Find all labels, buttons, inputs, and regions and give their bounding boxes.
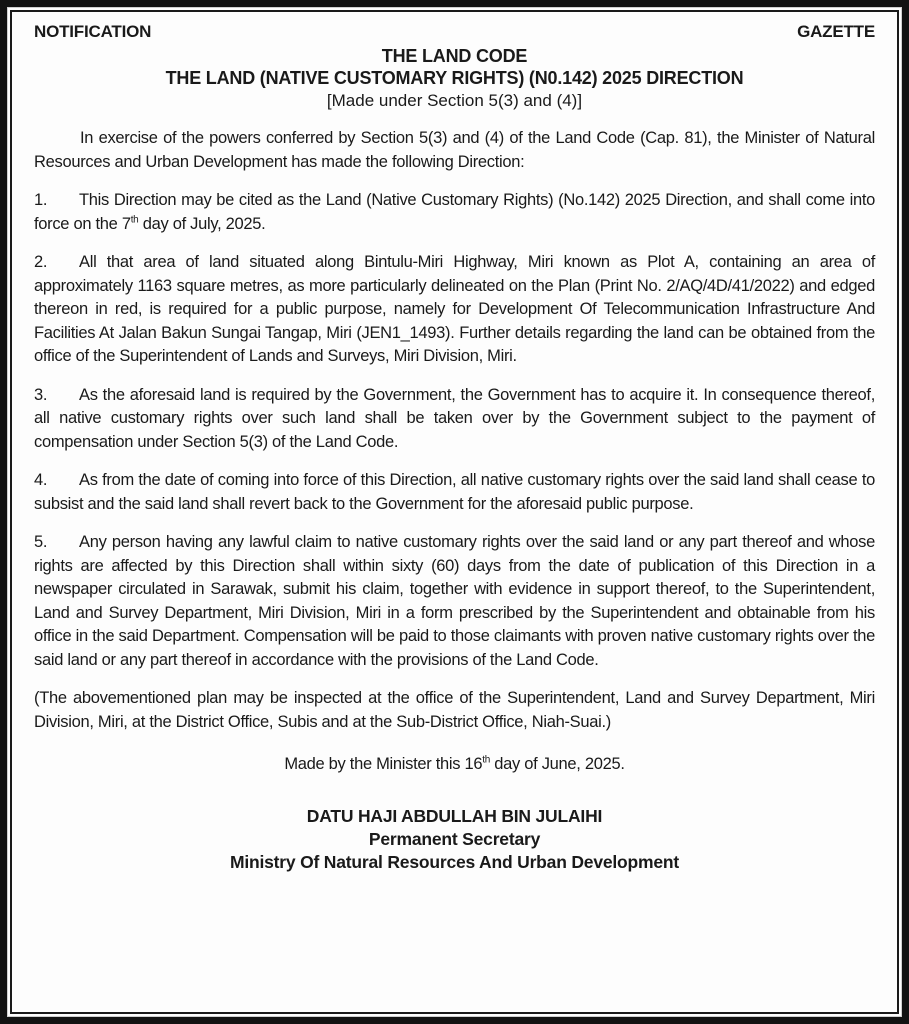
made-by-text: Made by the Minister this 16 xyxy=(284,755,483,773)
made-under-note: [Made under Section 5(3) and (4)] xyxy=(326,91,583,110)
paragraph-1-text-end: day of July, 2025. xyxy=(138,214,266,233)
signatory-title: Permanent Secretary xyxy=(368,828,541,849)
paragraph-2-number: 2. xyxy=(34,253,48,271)
made-by-text-end: day of June, 2025. xyxy=(490,755,625,773)
paragraph-5-text: Any person having any lawful claim to native customary rights over the said land or any part thereof and whose rights are affected by this Direction shall within sixty (60) days from the date of publication of this Direction in a newspaper circulated in Sarawak, submit his claim, together with evidence in support thereof, to the Superintendent, Land and Survey Department, Miri Division, Miri in a form prescribed by the Superintendent and obtainable from his office in the said Department. Compensation will be paid to those claimants with proven native customary rights over the said land or any part thereof in accordance with the provisions of the Land Code. xyxy=(34,533,875,669)
document-body xyxy=(34,127,875,874)
paragraph-3-number: 3. xyxy=(34,385,48,404)
gazette-label: GAZETTE xyxy=(797,22,875,41)
signature-block xyxy=(34,805,875,874)
paragraph-2-text: All that area of land situated along Bintulu-Miri Highway, Miri known as Plot A, containing an area of approximately 1163 square metres, as more particularly delineated on the Plan (Print No. 2/AQ/4D/41/2022) and edged thereon in red, is required for a public purpose, namely for Development Of Telecommunication Infrastructure And Facilities At Jalan Bakun Sungai Tangap, Miri (JEN1_1493). Further details regarding the land can be obtained from the office of the Superintendent of Lands and Surveys, Miri Division, Miri. xyxy=(34,253,875,365)
title-block xyxy=(34,45,875,112)
masthead xyxy=(34,22,875,42)
signatory-name: DATU HAJI ABDULLAH BIN JULAIHI xyxy=(306,805,603,826)
paragraph-5 xyxy=(34,531,875,672)
paragraph-1-text: This Direction may be cited as the Land (Native Customary Rights) (No.142) 2025 Direction, and shall come into force on the 7 xyxy=(34,191,875,233)
notification-label: NOTIFICATION xyxy=(34,22,152,41)
plan-inspection-note: (The abovementioned plan may be inspected at the office of the Superintendent, Land and Survey Department, Miri Division, Miri, at the District Office, Subis and at the Sub-District Office, Niah-Suai.) xyxy=(34,689,875,731)
intro-paragraph: In exercise of the powers conferred by Section 5(3) and (4) of the Land Code (Cap. 81), the Minister of Natural Resources and Urban Development has made the following Direction: xyxy=(34,129,875,171)
paragraph-4 xyxy=(34,469,875,516)
paragraph-5-number: 5. xyxy=(34,533,48,551)
document-title: THE LAND CODE xyxy=(381,46,528,66)
ordinal-suffix-7th: th xyxy=(130,214,139,225)
signatory-ministry: Ministry Of Natural Resources And Urban Development xyxy=(229,851,680,872)
document-inner-border xyxy=(10,10,899,1014)
paragraph-1-number: 1. xyxy=(34,191,48,209)
paragraph-3 xyxy=(34,384,875,455)
paragraph-1 xyxy=(34,189,875,236)
paragraph-3-text: As the aforesaid land is required by the Government, the Government has to acquire it. In consequence thereof, all native customary rights over such land shall be taken over by the Government subject to the payment of compensation under Section 5(3) of the Land Code. xyxy=(34,385,875,451)
made-by-line xyxy=(34,753,875,777)
paragraph-4-text: As from the date of coming into force of this Direction, all native customary rights over the said land shall cease to subsist and the said land shall revert back to the Government for the aforesaid public purpose. xyxy=(34,471,875,513)
ordinal-suffix-16th: th xyxy=(482,754,491,766)
paragraph-2 xyxy=(34,251,875,369)
paragraph-4-number: 4. xyxy=(34,471,48,489)
document-subtitle: THE LAND (NATIVE CUSTOMARY RIGHTS) (N0.142) 2025 DIRECTION xyxy=(165,68,744,88)
